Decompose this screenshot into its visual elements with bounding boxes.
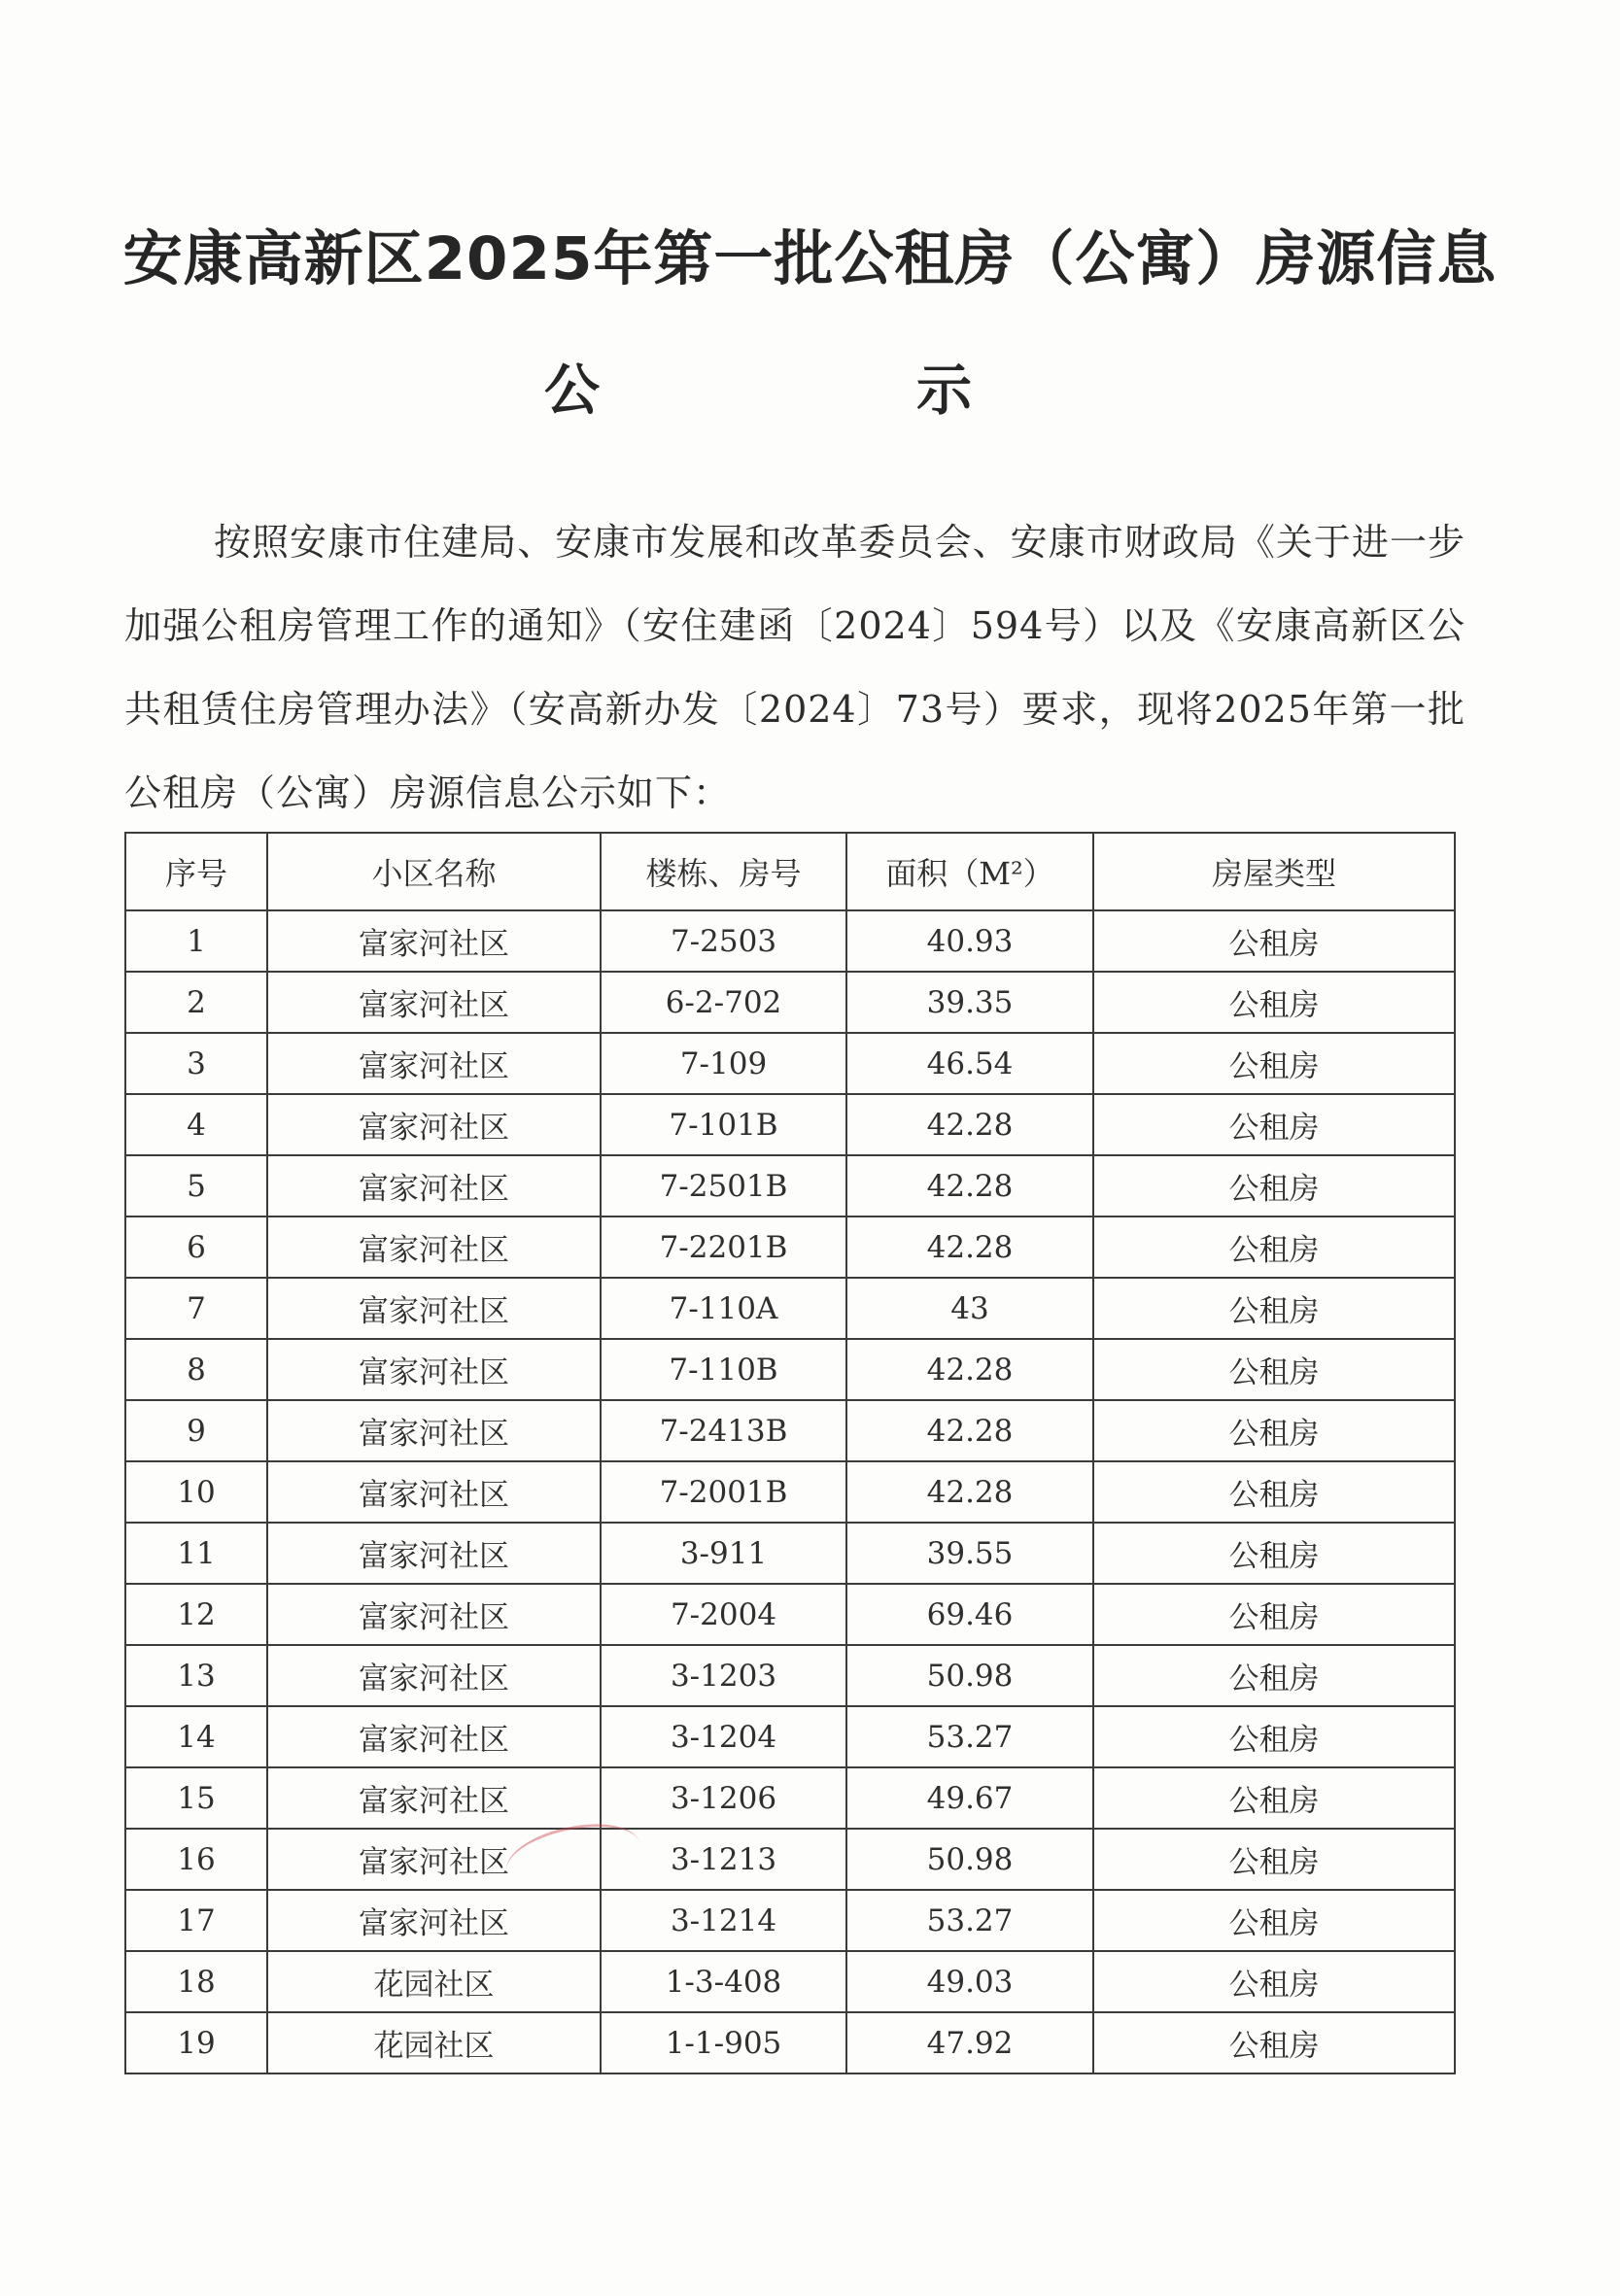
table-row — [125, 1767, 1455, 1829]
cell-community: 富家河社区 — [267, 1890, 601, 1951]
cell-index: 4 — [125, 1094, 267, 1155]
table-row — [125, 1829, 1455, 1890]
cell-building-room: 3-1213 — [601, 1829, 846, 1890]
cell-index: 5 — [125, 1155, 267, 1217]
cell-building-room: 7-2501B — [601, 1155, 846, 1217]
cell-community: 富家河社区 — [267, 1523, 601, 1584]
cell-index: 18 — [125, 1951, 267, 2012]
cell-index: 17 — [125, 1890, 267, 1951]
cell-house-type: 公租房 — [1093, 1278, 1455, 1339]
cell-area: 69.46 — [846, 1584, 1093, 1645]
cell-community: 富家河社区 — [267, 1584, 601, 1645]
cell-house-type: 公租房 — [1093, 2012, 1455, 2073]
cell-house-type: 公租房 — [1093, 1094, 1455, 1155]
cell-index: 16 — [125, 1829, 267, 1890]
cell-community: 富家河社区 — [267, 1461, 601, 1523]
cell-building-room: 3-1204 — [601, 1706, 846, 1767]
subtitle-char: 公 — [544, 359, 600, 423]
cell-building-room: 1-3-408 — [601, 1951, 846, 2012]
table-row — [125, 1584, 1455, 1645]
cell-index: 13 — [125, 1645, 267, 1706]
table-header-row — [125, 833, 1455, 910]
cell-community: 富家河社区 — [267, 1278, 601, 1339]
cell-area: 42.28 — [846, 1155, 1093, 1217]
table-row — [125, 1523, 1455, 1584]
cell-area: 50.98 — [846, 1829, 1093, 1890]
cell-index: 2 — [125, 972, 267, 1033]
cell-building-room: 3-1203 — [601, 1645, 846, 1706]
cell-area: 50.98 — [846, 1645, 1093, 1706]
table-row — [125, 910, 1455, 972]
document-title: 安康高新区2025年第一批公租房（公寓）房源信息 — [122, 224, 1498, 293]
cell-building-room: 3-1206 — [601, 1767, 846, 1829]
cell-house-type: 公租房 — [1093, 1951, 1455, 2012]
cell-house-type: 公租房 — [1093, 1155, 1455, 1217]
cell-area: 40.93 — [846, 910, 1093, 972]
cell-index: 1 — [125, 910, 267, 972]
cell-area: 46.54 — [846, 1033, 1093, 1094]
cell-building-room: 7-2413B — [601, 1400, 846, 1461]
cell-area: 42.28 — [846, 1400, 1093, 1461]
cell-area: 49.67 — [846, 1767, 1093, 1829]
cell-area: 42.28 — [846, 1461, 1093, 1523]
subtitle-char: 示 — [916, 359, 972, 423]
cell-building-room: 7-2001B — [601, 1461, 846, 1523]
cell-index: 19 — [125, 2012, 267, 2073]
table-row — [125, 1461, 1455, 1523]
cell-house-type: 公租房 — [1093, 1584, 1455, 1645]
table-row — [125, 1400, 1455, 1461]
table-row — [125, 1278, 1455, 1339]
cell-area: 49.03 — [846, 1951, 1093, 2012]
cell-community: 富家河社区 — [267, 1829, 601, 1890]
cell-house-type: 公租房 — [1093, 1033, 1455, 1094]
cell-area: 47.92 — [846, 2012, 1093, 2073]
cell-building-room: 6-2-702 — [601, 972, 846, 1033]
cell-house-type: 公租房 — [1093, 1461, 1455, 1523]
document-subtitle — [544, 346, 972, 426]
cell-area: 42.28 — [846, 1094, 1093, 1155]
cell-house-type: 公租房 — [1093, 1217, 1455, 1278]
cell-index: 10 — [125, 1461, 267, 1523]
cell-area: 39.55 — [846, 1523, 1093, 1584]
cell-community: 富家河社区 — [267, 1033, 601, 1094]
table-row — [125, 1951, 1455, 2012]
cell-community: 富家河社区 — [267, 1767, 601, 1829]
table-row — [125, 2012, 1455, 2073]
cell-community: 富家河社区 — [267, 1094, 601, 1155]
cell-building-room: 7-2503 — [601, 910, 846, 972]
cell-index: 3 — [125, 1033, 267, 1094]
cell-index: 15 — [125, 1767, 267, 1829]
table-row — [125, 1339, 1455, 1400]
table-body — [125, 910, 1455, 2073]
header-house-type: 房屋类型 — [1093, 833, 1455, 910]
table-row — [125, 1645, 1455, 1706]
cell-index: 9 — [125, 1400, 267, 1461]
cell-community: 富家河社区 — [267, 1645, 601, 1706]
table-row — [125, 972, 1455, 1033]
cell-house-type: 公租房 — [1093, 1706, 1455, 1767]
cell-community: 富家河社区 — [267, 1400, 601, 1461]
cell-building-room: 1-1-905 — [601, 2012, 846, 2073]
header-community: 小区名称 — [267, 833, 601, 910]
table-row — [125, 1155, 1455, 1217]
cell-area: 42.28 — [846, 1217, 1093, 1278]
cell-house-type: 公租房 — [1093, 1645, 1455, 1706]
table-row — [125, 1033, 1455, 1094]
cell-community: 花园社区 — [267, 1951, 601, 2012]
cell-building-room: 3-911 — [601, 1523, 846, 1584]
cell-building-room: 7-101B — [601, 1094, 846, 1155]
cell-building-room: 7-2201B — [601, 1217, 846, 1278]
cell-area: 43 — [846, 1278, 1093, 1339]
cell-building-room: 3-1214 — [601, 1890, 846, 1951]
cell-community: 富家河社区 — [267, 1339, 601, 1400]
header-building-room: 楼栋、房号 — [601, 833, 846, 910]
cell-house-type: 公租房 — [1093, 1523, 1455, 1584]
cell-community: 富家河社区 — [267, 910, 601, 972]
cell-house-type: 公租房 — [1093, 1400, 1455, 1461]
table-row — [125, 1217, 1455, 1278]
cell-community: 富家河社区 — [267, 1217, 601, 1278]
cell-community: 富家河社区 — [267, 1706, 601, 1767]
cell-index: 6 — [125, 1217, 267, 1278]
cell-house-type: 公租房 — [1093, 1767, 1455, 1829]
cell-area: 42.28 — [846, 1339, 1093, 1400]
cell-index: 8 — [125, 1339, 267, 1400]
housing-table-wrap — [124, 832, 1454, 2074]
cell-area: 53.27 — [846, 1706, 1093, 1767]
cell-building-room: 7-2004 — [601, 1584, 846, 1645]
cell-index: 7 — [125, 1278, 267, 1339]
header-index: 序号 — [125, 833, 267, 910]
cell-area: 39.35 — [846, 972, 1093, 1033]
cell-house-type: 公租房 — [1093, 910, 1455, 972]
cell-area: 53.27 — [846, 1890, 1093, 1951]
table-row — [125, 1706, 1455, 1767]
cell-building-room: 7-109 — [601, 1033, 846, 1094]
cell-house-type: 公租房 — [1093, 972, 1455, 1033]
cell-building-room: 7-110A — [601, 1278, 846, 1339]
header-area: 面积（M²） — [846, 833, 1093, 910]
housing-table — [124, 832, 1456, 2074]
cell-community: 富家河社区 — [267, 1155, 601, 1217]
cell-index: 11 — [125, 1523, 267, 1584]
intro-paragraph: 按照安康市住建局、安康市发展和改革委员会、安康市财政局《关于进一步加强公租房管理工作的通知》（安住建函〔2024〕594号）以及《安康高新区公共租赁住房管理办法》（安高新办发〔2024〕73号）要求，现将2025年第一批公租房（公寓）房源信息公示如下： — [124, 521, 1465, 814]
cell-community: 花园社区 — [267, 2012, 601, 2073]
cell-index: 14 — [125, 1706, 267, 1767]
cell-house-type: 公租房 — [1093, 1890, 1455, 1951]
table-row — [125, 1890, 1455, 1951]
cell-house-type: 公租房 — [1093, 1339, 1455, 1400]
cell-index: 12 — [125, 1584, 267, 1645]
table-row — [125, 1094, 1455, 1155]
cell-building-room: 7-110B — [601, 1339, 846, 1400]
cell-house-type: 公租房 — [1093, 1829, 1455, 1890]
cell-community: 富家河社区 — [267, 972, 601, 1033]
